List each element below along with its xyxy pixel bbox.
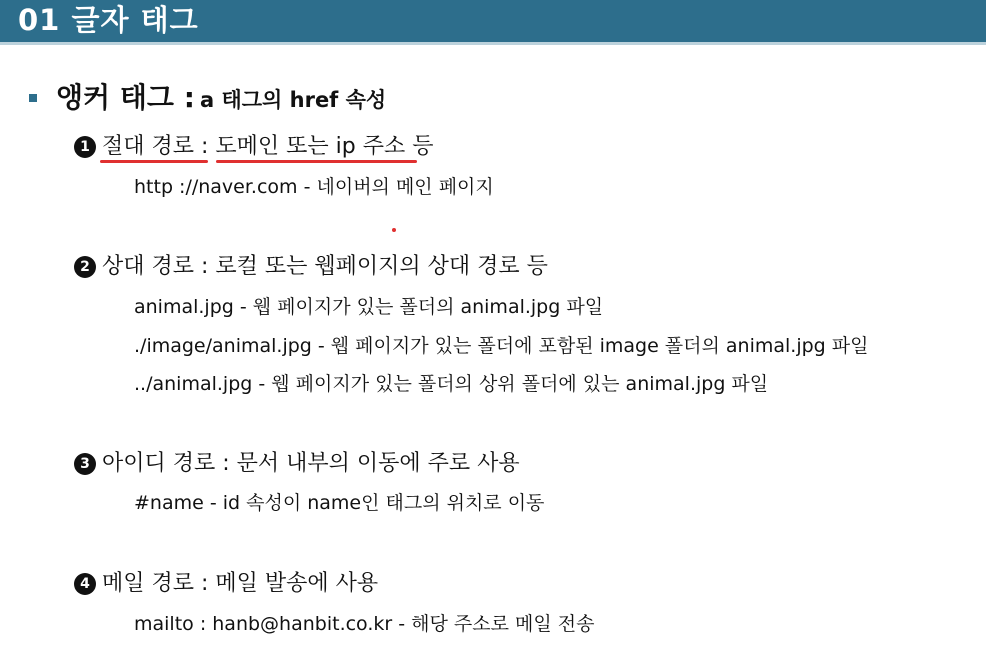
main-heading	[56, 80, 386, 120]
section-relative-path	[74, 252, 548, 282]
number-1-icon: 1	[74, 136, 96, 158]
section-1-label-suffix: 등	[405, 134, 434, 159]
title-bar	[0, 0, 986, 45]
section-3-label: 아이디 경로 : 문서 내부의 이동에 주로 사용	[102, 451, 520, 476]
underline-absolute-path	[100, 160, 208, 163]
section-2-example-2: ./image/animal.jpg - 웹 페이지가 있는 폴더에 포함된 image 폴더의 animal.jpg 파일	[134, 335, 869, 357]
page-title: 01 글자 태그	[18, 3, 199, 37]
section-1-separator: :	[194, 134, 216, 159]
section-4-label: 메일 경로 : 메일 발송에 사용	[102, 571, 379, 596]
section-2-label: 상대 경로 : 로컬 또는 웹페이지의 상대 경로 등	[102, 254, 548, 279]
section-4-example-1: mailto : hanb@hanbit.co.kr - 해당 주소로 메일 전송	[134, 613, 595, 635]
bullet-square-icon	[29, 94, 37, 102]
section-3-example-1: #name - id 속성이 name인 태그의 위치로 이동	[134, 492, 545, 514]
section-1-label-part1: 절대 경로	[102, 134, 195, 159]
section-1-label-part2: 도메인 또는 ip 주소	[215, 134, 406, 159]
number-2-icon: 2	[74, 256, 96, 278]
number-4-icon: 4	[74, 573, 96, 595]
section-id-path	[74, 449, 520, 479]
main-heading-title: 앵커 태그 :	[56, 81, 195, 114]
section-absolute-path	[74, 132, 434, 162]
underline-domain-ip	[216, 160, 417, 163]
section-mail-path	[74, 569, 378, 599]
section-2-example-1: animal.jpg - 웹 페이지가 있는 폴더의 animal.jpg 파일	[134, 296, 604, 318]
section-2-example-3: ../animal.jpg - 웹 페이지가 있는 폴더의 상위 폴더에 있는 animal.jpg 파일	[134, 373, 769, 395]
number-3-icon: 3	[74, 453, 96, 475]
section-1-example-1: http ://naver.com - 네이버의 메인 페이지	[134, 176, 494, 198]
red-dot-mark	[392, 228, 396, 232]
main-heading-subtitle: a 태그의 href 속성	[199, 88, 387, 112]
